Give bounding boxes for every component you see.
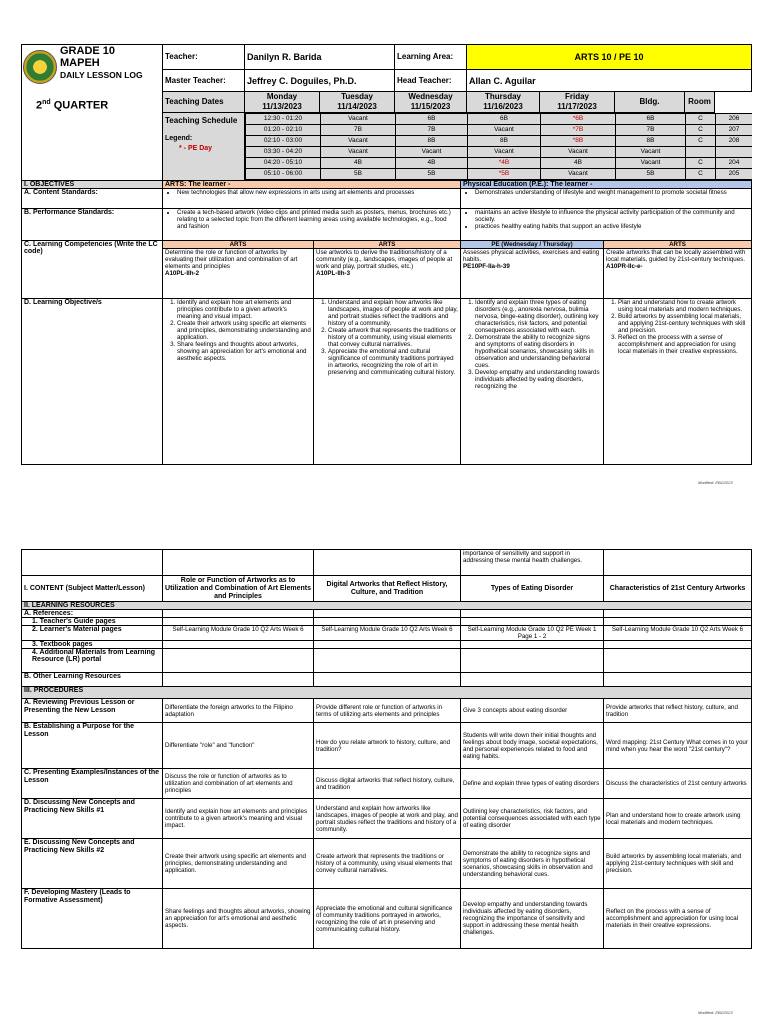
lc-head-4: ARTS — [604, 241, 752, 249]
schedule-slot: 5B — [616, 169, 686, 180]
performance-standards-pe: • maintains an active lifestyle to influence the physical activity participation of the community and society. • practices healthy eating habits that support an active lifestyle — [461, 209, 752, 241]
learners-material-label: 2. Learner's Material pages — [22, 626, 163, 641]
procedure-cell: Define and explain three types of eating disorders — [461, 769, 604, 799]
schedule-slot: *7B — [541, 125, 616, 136]
procedure-cell: Plan and understand how to create artwork using local materials and modern techniques. — [604, 799, 752, 839]
room-header: Room — [685, 92, 715, 113]
objectives-table — [21, 180, 752, 465]
schedule-slot: *4B — [468, 158, 541, 169]
procedure-label: B. Establishing a Purpose for the Lesson — [22, 723, 163, 769]
schedule-slot: 6B — [616, 114, 686, 125]
head-teacher-label: Head Teacher: — [395, 70, 467, 92]
other-resources-label: B. Other Learning Resources — [22, 673, 163, 687]
teaching-dates-label: Teaching Dates — [163, 92, 245, 113]
lc-cell: Assesses physical activities, exercises and eating habits. PE10PF-IIa-h-39 — [461, 249, 604, 299]
schedule-slot: Vacant — [616, 158, 686, 169]
day-friday: Friday 11/17/2023 — [540, 92, 615, 113]
schedule-room: 205 — [716, 169, 752, 180]
content-topic: Characteristics of 21st Century Artworks — [604, 576, 752, 602]
schedule-time: 01:20 - 02:10 — [246, 125, 321, 136]
procedure-row — [22, 889, 752, 949]
procedure-row — [22, 769, 752, 799]
dll-text: DAILY LESSON LOG — [60, 70, 143, 80]
header-table — [21, 44, 752, 181]
schedule-slot: Vacant — [321, 136, 396, 147]
content-topic: Digital Artworks that Reflect History, Culture, and Tradition — [314, 576, 461, 602]
teachers-guide-label: 1. Teacher's Guide pages — [22, 618, 163, 626]
procedure-cell: Share feelings and thoughts about artworks, showing an appreciation for art's emotional and aesthetic aspects. — [163, 889, 314, 949]
schedule-slot: Vacant — [541, 169, 616, 180]
procedure-label: C. Presenting Examples/Instances of the Lesson — [22, 769, 163, 799]
lo-cell: 1. Identify and explain three types of eating disorders (e.g., anorexia nervosa, bulimia nervosa, binge-eating disorder), outlining key characteristics, risk factors, and potential consequences associated with each. 2. Demonstrate the ability to recognize signs and symptoms of eating disorders in hypothetical scenarios, showcasing skills in observation and understanding behavioral cues. 3. Develop empathy and understanding towards individuals affected by eating disorders, recognizing the — [461, 299, 604, 465]
schedule-bldg: C — [686, 136, 716, 147]
master-teacher-label: Master Teacher: — [163, 70, 245, 92]
schedule-room — [716, 147, 752, 158]
modified-note: Modified: EBG2023 — [698, 1010, 733, 1015]
procedure-cell: Discuss the role or function of artworks as to utilization and combination of art elements and principles — [163, 769, 314, 799]
schedule-slot: 4B — [396, 158, 468, 169]
procedure-cell: How do you relate artwork to history, culture, and tradition? — [314, 723, 461, 769]
teaching-schedule-label: Teaching Schedule Legend: * - PE Day — [163, 113, 245, 181]
schedule-slot: *5B — [468, 169, 541, 180]
procedures-label: III. PROCEDURES — [22, 687, 752, 699]
schedule-slot: *8B — [541, 136, 616, 147]
schedule-row — [246, 114, 752, 125]
learning-objectives-label: D. Learning Objective/s — [22, 299, 163, 465]
grade-block — [22, 45, 163, 181]
schedule-slot: 8B — [468, 136, 541, 147]
procedure-cell: Create their artwork using specific art elements and principles, demonstrating understanding and application. — [163, 839, 314, 889]
procedure-cell: Create artwork that represents the traditions or history of a community, using visual elements that convey cultural narratives. — [314, 839, 461, 889]
schedule-time: 02:10 - 03:00 — [246, 136, 321, 147]
learning-competencies-label: C. Learning Competencies (Write the LC code) — [22, 241, 163, 299]
procedure-label: F. Developing Mastery (Leads to Formative Assessment) — [22, 889, 163, 949]
schedule-slot: 7B — [396, 125, 468, 136]
procedure-cell: Reflect on the process with a sense of accomplishment and appreciation for using local materials in their creative expressions. — [604, 889, 752, 949]
procedures-table — [21, 549, 752, 949]
lm-cell: Self-Learning Module Grade 10 Q2 Arts Week 6 — [163, 626, 314, 641]
content-standards-arts: • New technologies that allow new expressions in arts using art elements and processes — [163, 189, 461, 209]
schedule-row — [246, 136, 752, 147]
schedule-table — [245, 113, 752, 180]
schedule-slot: 8B — [396, 136, 468, 147]
schedule-time: 12:30 - 01:20 — [246, 114, 321, 125]
schedule-slot: Vacant — [468, 125, 541, 136]
content-standards-pe: • Demonstrates understanding of lifestyle and weight management to promote societal fitness — [461, 189, 752, 209]
teacher-name: Danilyn R. Barida — [245, 45, 395, 70]
procedure-row — [22, 799, 752, 839]
schedule-bldg: C — [686, 158, 716, 169]
lc-head-2: ARTS — [314, 241, 461, 249]
schedule-row — [246, 158, 752, 169]
schedule-slot: 5B — [396, 169, 468, 180]
schedule-room: 208 — [716, 136, 752, 147]
procedure-row — [22, 723, 752, 769]
procedure-cell: Develop empathy and understanding towards individuals affected by eating disorders, recognizing the importance of sensitivity and support in addressing these mental health challenges. — [461, 889, 604, 949]
schedule-bldg: C — [686, 125, 716, 136]
schedule-slot: 5B — [321, 169, 396, 180]
procedure-cell: Appreciate the emotional and cultural significance of community traditions portrayed in artworks, recognizing the role of art in preserving and communicating cultural history. — [314, 889, 461, 949]
schedule-time: 03:30 - 04:20 — [246, 147, 321, 158]
procedure-label: D. Discussing New Concepts and Practicing New Skills #1 — [22, 799, 163, 839]
lc-cell: Use artworks to derive the traditions/history of a community (e.g., landscapes, images of people at work and play, portrait studies, etc.) A10PL-IIh-3 — [314, 249, 461, 299]
content-standards-label: A. Content Standards: — [22, 189, 163, 209]
procedure-cell: Identify and explain how art elements and principles contribute to a given artwork's meaning and visual impact. — [163, 799, 314, 839]
schedule-room: 207 — [716, 125, 752, 136]
procedure-cell: Understand and explain how artworks like landscapes, images of people at work and play, and portrait studies reflect the traditions and history of a community. — [314, 799, 461, 839]
procedure-row — [22, 839, 752, 889]
procedure-cell: Discuss the characteristics of 21st century artworks — [604, 769, 752, 799]
pe-header: Physical Education (P.E.): The learner - — [461, 181, 752, 189]
schedule-slot: Vacant — [321, 114, 396, 125]
procedure-cell: Outlining key characteristics, risk factors, and potential consequences associated with each type of eating disorder — [461, 799, 604, 839]
teacher-label: Teacher: — [163, 45, 245, 70]
lc-cell: Determine the role or function of artworks by evaluating their utilization and combination of art elements and principles A10PL-IIh-2 — [163, 249, 314, 299]
arts-header: ARTS: The learner - — [163, 181, 461, 189]
schedule-slot: 7B — [616, 125, 686, 136]
learning-resources-label: II. LEARNING RESOURCES — [22, 602, 752, 610]
procedure-cell: Provide artworks that reflect history, culture, and tradition — [604, 699, 752, 723]
schedule-slot: Vacant — [616, 147, 686, 158]
learning-area-label: Learning Area: — [395, 45, 467, 70]
content-label: I. CONTENT (Subject Matter/Lesson) — [22, 576, 163, 602]
procedure-cell: Differentiate the foreign artworks to the Filipino adaptation — [163, 699, 314, 723]
procedure-cell: Word mapping: 21st Century What comes in to your mind when you hear the word "21st century"? — [604, 723, 752, 769]
lm-cell: Self-Learning Module Grade 10 Q2 Arts Week 6 — [314, 626, 461, 641]
lc-head-1: ARTS — [163, 241, 314, 249]
continued-text: importance of sensitivity and support in addressing these mental health challenges. — [461, 550, 604, 576]
schedule-slot: 4B — [541, 158, 616, 169]
learning-area-value: ARTS 10 / PE 10 — [467, 45, 752, 70]
schedule-room: 204 — [716, 158, 752, 169]
schedule-slot: 7B — [321, 125, 396, 136]
schedule-row — [246, 147, 752, 158]
schedule-slot: Vacant — [396, 147, 468, 158]
references-label: A. References: — [22, 610, 163, 618]
schedule-slot: 6B — [468, 114, 541, 125]
procedure-label: A. Reviewing Previous Lesson or Presenting the New Lesson — [22, 699, 163, 723]
day-thursday: Thursday 11/16/2023 — [467, 92, 540, 113]
performance-standards-label: B. Performance Standards: — [22, 209, 163, 241]
subject-text: MAPEH — [60, 57, 100, 69]
schedule-slot: 8B — [616, 136, 686, 147]
content-topic: Role or Function of Artworks as to Utilization and Combination of Art Elements and Principles — [163, 576, 314, 602]
schedule-slot: 6B — [396, 114, 468, 125]
schedule-slot: *6B — [541, 114, 616, 125]
lo-cell: 1. Identify and explain how art elements and principles contribute to a given artwork's meaning and visual impact. 2. Create their artwork using specific art elements and principles, demonstrating understanding and application. 3. Share feelings and thoughts about artworks, showing an appreciation for art's emotional and aesthetic aspects. — [163, 299, 314, 465]
lc-cell: Create artworks that can be locally assembled with local materials, guided by 21st-century techniques. A10PR-IIc-e- — [604, 249, 752, 299]
procedure-row — [22, 699, 752, 723]
day-monday: Monday 11/13/2023 — [245, 92, 320, 113]
procedure-cell: Demonstrate the ability to recognize signs and symptoms of eating disorders in hypothetical scenarios, showcasing skills in observation and understanding behavioral cues. — [461, 839, 604, 889]
additional-materials-label: 4. Additional Materials from Learning Resource (LR) portal — [22, 649, 163, 673]
performance-standards-arts: • Create a tech-based artwork (video clips and printed media such as posters, menus, brochures etc.) relating to a selected topic from the different learning areas using available technologies, e.g., food and fashion — [163, 209, 461, 241]
schedule-slot: Vacant — [541, 147, 616, 158]
schedule-room: 206 — [716, 114, 752, 125]
schedule-bldg: C — [686, 169, 716, 180]
schedule-bldg — [686, 147, 716, 158]
procedure-cell: Differentiate "role" and "function" — [163, 723, 314, 769]
schedule-slot: Vacant — [321, 147, 396, 158]
schedule-slot: Vacant — [468, 147, 541, 158]
objectives-label: I. OBJECTIVES — [22, 181, 163, 189]
day-wednesday: Wednesday 11/15/2023 — [395, 92, 467, 113]
lm-cell: Self-Learning Module Grade 10 Q2 PE Week 1 Page 1 - 2 — [461, 626, 604, 641]
lc-head-3: PE (Wednesday / Thursday) — [461, 241, 604, 249]
procedure-label: E. Discussing New Concepts and Practicing New Skills #2 — [22, 839, 163, 889]
modified-note: Modified: EBG2023 — [698, 480, 733, 485]
head-teacher-name: Allan C. Aguilar — [467, 70, 752, 92]
schedule-row — [246, 125, 752, 136]
schedule-row — [246, 169, 752, 180]
lo-cell: 1. Plan and understand how to create artwork using local materials and modern techniques. 2. Build artworks by assembling local materials, and applying 21st-century techniques with skill and precision. 3. Reflect on the process with a sense of accomplishment and appreciation for using local materials in their creative expressions. — [604, 299, 752, 465]
content-topic: Types of Eating Disorder — [461, 576, 604, 602]
schedule-time: 05:10 - 06:00 — [246, 169, 321, 180]
textbook-label: 3. Textbook pages — [22, 641, 163, 649]
bldg-header: Bldg. — [615, 92, 685, 113]
lo-cell: 1. Understand and explain how artworks like landscapes, images of people at work and play, and portrait studies reflect the traditions and history of a community. 2. Create artwork that represents the traditions or history of a community, using visual elements that convey cultural narratives. 3. Appreciate the emotional and cultural significance of community traditions portrayed in artworks, recognizing the role of art in preserving and communicating cultural history. — [314, 299, 461, 465]
schedule-cell — [245, 113, 752, 181]
schedule-time: 04:20 - 05:10 — [246, 158, 321, 169]
procedure-cell: Give 3 concepts about eating disorder — [461, 699, 604, 723]
procedure-cell: Discuss digital artworks that reflect history, culture, and tradition — [314, 769, 461, 799]
procedure-cell: Provide different role or function of artworks in terms of utilizing arts elements and principles — [314, 699, 461, 723]
lm-cell: Self-Learning Module Grade 10 Q2 Arts Week 6 — [604, 626, 752, 641]
schedule-bldg: C — [686, 114, 716, 125]
procedure-cell: Build artworks by assembling local materials, and applying 21st-century techniques with skill and precision. — [604, 839, 752, 889]
quarter-text: 2nd QUARTER — [36, 99, 109, 112]
schedule-slot: 4B — [321, 158, 396, 169]
master-teacher-name: Jeffrey C. Doguiles, Ph.D. — [245, 70, 395, 92]
procedure-cell: Students will write down their initial thoughts and feelings about body image, societal expectations, and personal experiences related to food and eating habits. — [461, 723, 604, 769]
day-tuesday: Tuesday 11/14/2023 — [320, 92, 395, 113]
grade-text: GRADE 10 — [60, 45, 116, 57]
